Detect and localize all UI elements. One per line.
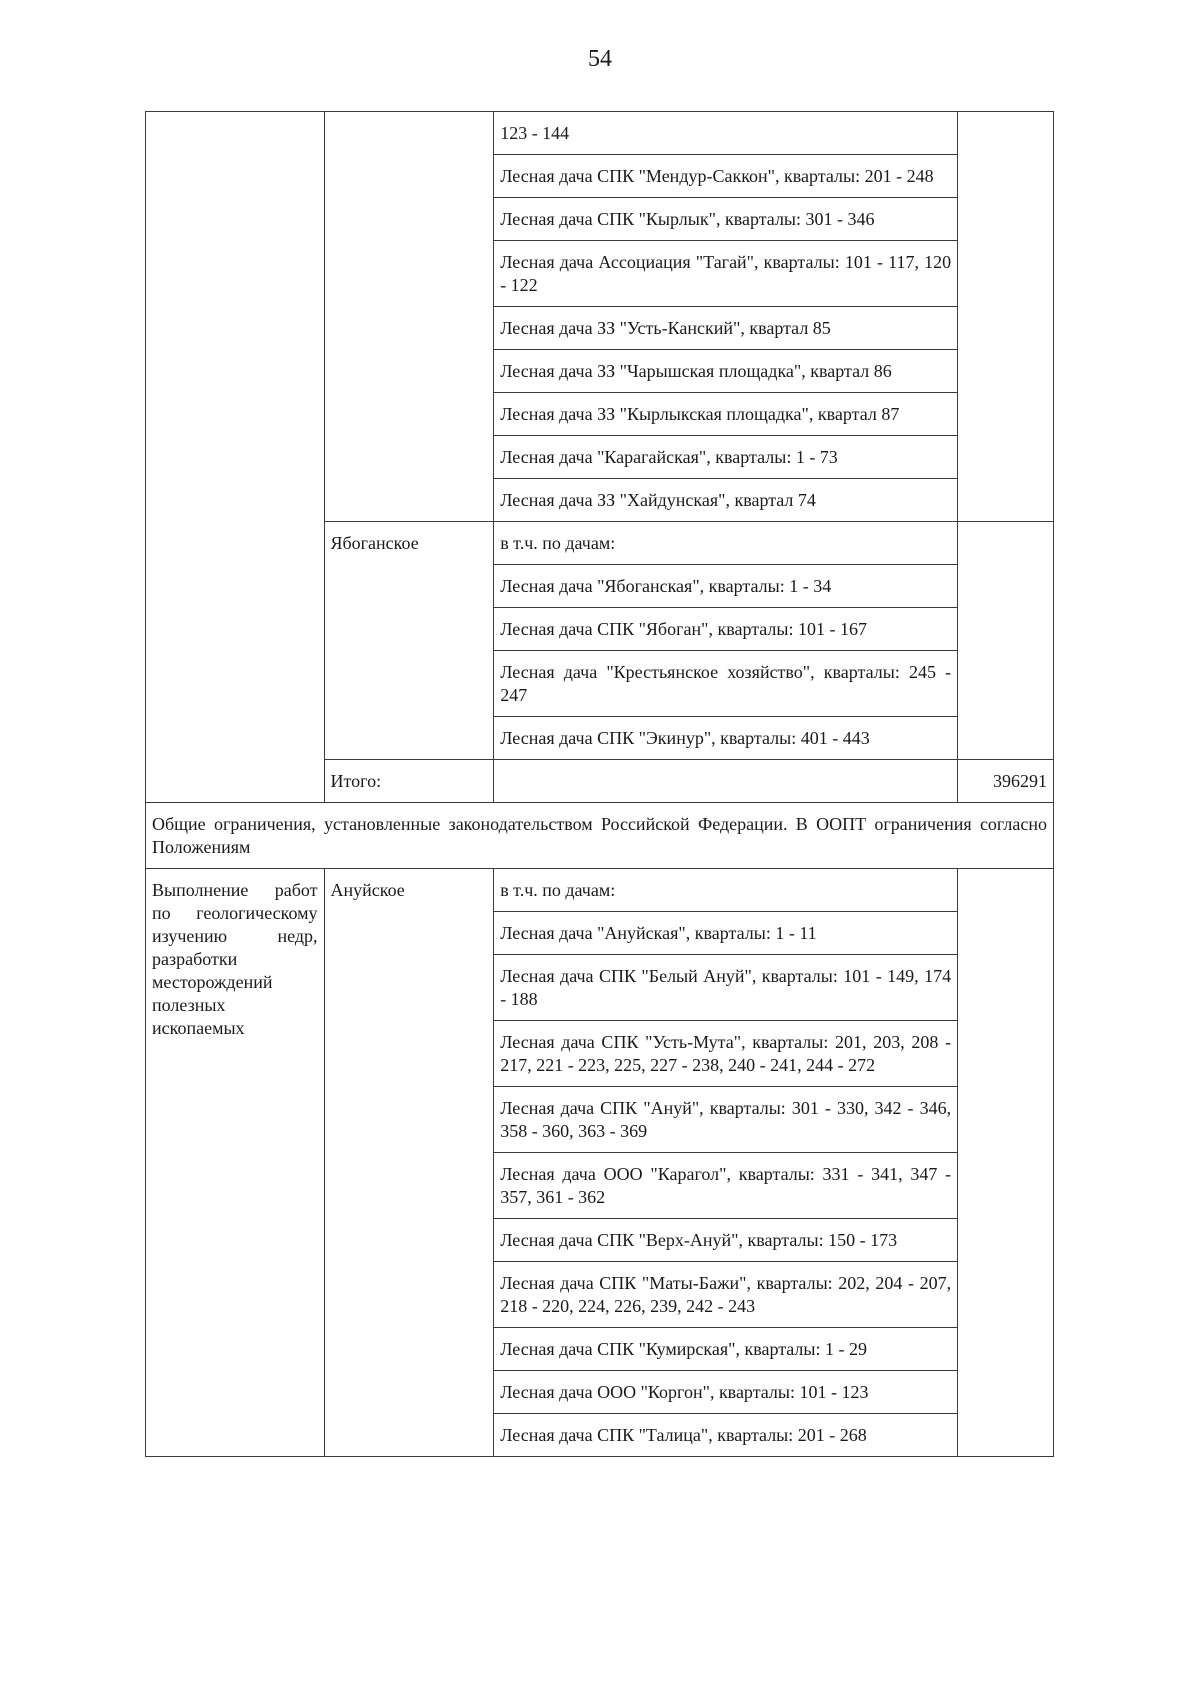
table-row (146, 869, 1054, 912)
list-item: Лесная дача СПК "Усть-Мута", кварталы: 201, 203, 208 - 217, 221 - 223, 225, 227 - 238, 240 - 241, 244 - 272 (494, 1021, 958, 1087)
region-cell-empty (324, 112, 494, 522)
list-item: в т.ч. по дачам: (494, 522, 958, 565)
list-item: Лесная дача ЗЗ "Усть-Канский", квартал 85 (494, 307, 958, 350)
table-row (146, 112, 1054, 155)
total-empty (494, 760, 958, 803)
list-item: Лесная дача СПК "Белый Ануй", кварталы: 101 - 149, 174 - 188 (494, 955, 958, 1021)
region-name: Ануйское (324, 869, 494, 1457)
list-item: Лесная дача "Крестьянское хозяйство", кварталы: 245 - 247 (494, 651, 958, 717)
list-item: Лесная дача СПК "Кырлык", кварталы: 301 - 346 (494, 198, 958, 241)
region-name: Ябоганское (324, 522, 494, 760)
area-cell-empty (958, 522, 1054, 760)
general-note: Общие ограничения, установленные законодательством Российской Федерации. В ООПТ ограничения согласно Положениям (146, 803, 1054, 869)
list-item: 123 - 144 (494, 112, 958, 155)
page-number: 54 (588, 46, 612, 72)
list-item: Лесная дача СПК "Ябоган", кварталы: 101 - 167 (494, 608, 958, 651)
list-item: Лесная дача "Карагайская", кварталы: 1 - 73 (494, 436, 958, 479)
list-item: в т.ч. по дачам: (494, 869, 958, 912)
total-label: Итого: (324, 760, 494, 803)
list-item: Лесная дача ЗЗ "Кырлыкская площадка", квартал 87 (494, 393, 958, 436)
forest-restrictions-table (145, 111, 1054, 1457)
list-item: Лесная дача СПК "Мендур-Саккон", кварталы: 201 - 248 (494, 155, 958, 198)
list-item: Лесная дача Ассоциация "Тагай", кварталы: 101 - 117, 120 - 122 (494, 241, 958, 307)
list-item: Лесная дача СПК "Верх-Ануй", кварталы: 150 - 173 (494, 1219, 958, 1262)
area-cell-empty (958, 869, 1054, 1457)
list-item: Лесная дача СПК "Маты-Бажи", кварталы: 202, 204 - 207, 218 - 220, 224, 226, 239, 242 - 243 (494, 1262, 958, 1328)
list-item: Лесная дача "Ябоганская", кварталы: 1 - 34 (494, 565, 958, 608)
activity-name: Выполнение работ по геологическому изучению недр, разработки месторождений полезных ископаемых (146, 869, 325, 1457)
list-item: Лесная дача СПК "Талица", кварталы: 201 - 268 (494, 1414, 958, 1457)
list-item: Лесная дача СПК "Ануй", кварталы: 301 - 330, 342 - 346, 358 - 360, 363 - 369 (494, 1087, 958, 1153)
area-cell-empty (958, 112, 1054, 522)
list-item: Лесная дача СПК "Экинур", кварталы: 401 - 443 (494, 717, 958, 760)
total-value: 396291 (958, 760, 1054, 803)
list-item: Лесная дача "Ануйская", кварталы: 1 - 11 (494, 912, 958, 955)
list-item: Лесная дача ООО "Карагол", кварталы: 331 - 341, 347 - 357, 361 - 362 (494, 1153, 958, 1219)
list-item: Лесная дача СПК "Кумирская", кварталы: 1 - 29 (494, 1328, 958, 1371)
list-item: Лесная дача ЗЗ "Хайдунская", квартал 74 (494, 479, 958, 522)
activity-cell-empty (146, 112, 325, 803)
general-note-row (146, 803, 1054, 869)
list-item: Лесная дача ООО "Коргон", кварталы: 101 - 123 (494, 1371, 958, 1414)
list-item: Лесная дача ЗЗ "Чарышская площадка", квартал 86 (494, 350, 958, 393)
